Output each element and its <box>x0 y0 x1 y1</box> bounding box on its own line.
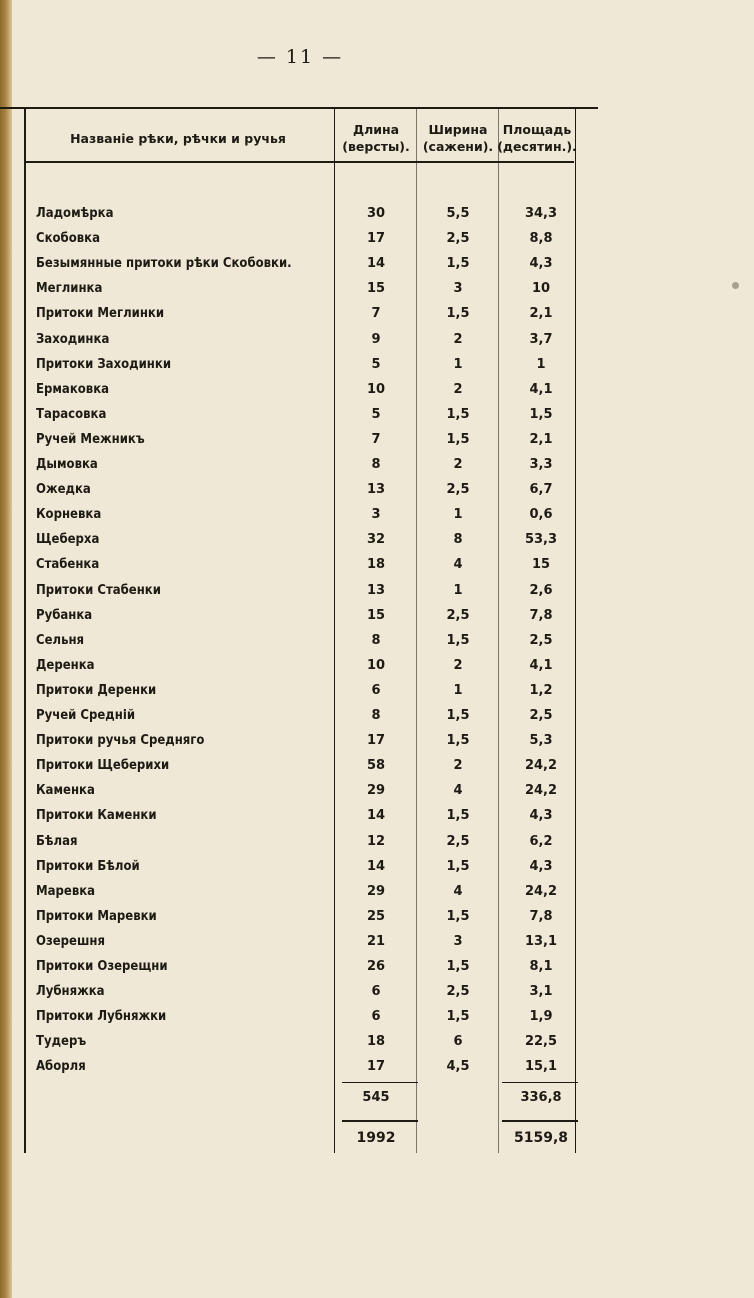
river-width: 2 <box>453 457 463 472</box>
table-row <box>24 831 580 856</box>
river-name: Ладомѣрка <box>36 206 114 221</box>
river-name: Притоки Меглинки <box>36 306 165 322</box>
river-name: Бѣлая <box>36 833 78 849</box>
river-name: Ермаковка <box>36 381 110 397</box>
table-row <box>24 956 580 981</box>
river-length: 13 <box>366 582 386 598</box>
river-name: Маревка <box>36 883 96 899</box>
table-row <box>24 1031 580 1056</box>
river-length: 6 <box>371 1009 381 1025</box>
river-name: Меглинка <box>36 281 103 297</box>
river-area: 6,7 <box>529 482 553 498</box>
river-length: 14 <box>366 256 386 272</box>
river-area: 7,8 <box>529 908 553 924</box>
river-name: Деренка <box>36 657 95 673</box>
river-area: 24,2 <box>524 758 558 774</box>
river-length: 6 <box>371 682 381 698</box>
river-name: Притоки Маревки <box>36 908 157 924</box>
table-row <box>24 404 580 429</box>
river-length: 7 <box>371 431 381 447</box>
table-row <box>24 454 580 479</box>
river-length: 21 <box>366 933 386 949</box>
river-length: 7 <box>371 306 381 322</box>
river-width: 1,5 <box>446 406 470 422</box>
river-width: 2,5 <box>446 231 470 247</box>
river-name: Притоки Заходинки <box>36 356 172 372</box>
table-row <box>24 1056 580 1081</box>
river-area: 1,5 <box>529 406 553 422</box>
table-row <box>24 529 580 554</box>
ink-blot <box>732 282 739 289</box>
river-length: 3 <box>371 507 381 523</box>
subtotal-rule-length <box>342 1082 418 1083</box>
river-name: Скобовка <box>36 231 100 247</box>
table-row <box>24 856 580 881</box>
river-name: Притоки Щеберихи <box>36 758 170 774</box>
table-row <box>24 479 580 504</box>
subtotal-length: 545 <box>362 1090 390 1105</box>
river-width: 1,5 <box>446 858 470 874</box>
table-row <box>24 780 580 805</box>
table-row <box>24 755 580 780</box>
table-row <box>24 655 580 680</box>
river-width: 6 <box>453 1034 463 1050</box>
river-area: 24,2 <box>524 883 558 899</box>
river-width: 5,5 <box>446 206 470 221</box>
river-area: 2,1 <box>529 306 553 322</box>
rivers-table <box>24 107 580 1153</box>
total-rule-length <box>342 1120 418 1122</box>
river-length: 29 <box>366 883 386 899</box>
table-row <box>24 253 580 278</box>
river-length: 14 <box>366 858 386 874</box>
river-area: 3,7 <box>529 331 553 347</box>
river-width: 1,5 <box>446 306 470 322</box>
river-length: 14 <box>366 808 386 824</box>
header-name: Названіе рѣки, рѣчки и ручья <box>70 130 286 146</box>
table-row <box>24 705 580 730</box>
river-area: 4,3 <box>529 808 553 824</box>
river-name: Тарасовка <box>36 406 107 422</box>
river-area: 53,3 <box>524 532 558 548</box>
river-length: 8 <box>371 708 381 723</box>
river-name: Сельня <box>36 632 85 648</box>
river-area: 24,2 <box>524 783 558 799</box>
river-name: Ожедка <box>36 482 91 498</box>
header-bottom-rule <box>24 161 574 163</box>
river-area: 2,5 <box>529 708 553 723</box>
river-name: Корневка <box>36 507 102 523</box>
book-spine-edge <box>0 0 12 1298</box>
header-area: Площадь (десятин.). <box>497 122 577 154</box>
river-width: 4 <box>453 783 463 799</box>
river-width: 1 <box>453 507 463 523</box>
table-row <box>24 605 580 630</box>
river-length: 15 <box>366 607 386 623</box>
river-name: Притоки ручья Средняго <box>36 733 205 749</box>
table-row <box>24 278 580 303</box>
river-area: 5,3 <box>529 733 553 749</box>
river-width: 1 <box>453 582 463 598</box>
table-row <box>24 1006 580 1031</box>
river-area: 8,8 <box>529 231 553 247</box>
table-row <box>24 329 580 354</box>
table-row <box>24 906 580 931</box>
table-row <box>24 730 580 755</box>
river-area: 15,1 <box>524 1059 558 1075</box>
river-name: Заходинка <box>36 331 110 347</box>
river-length: 5 <box>371 406 381 422</box>
river-area: 4,3 <box>529 256 553 272</box>
river-length: 18 <box>366 557 386 573</box>
river-width: 3 <box>453 281 463 297</box>
table-row <box>24 504 580 529</box>
river-name: Ручей Средній <box>36 708 136 723</box>
river-width: 2 <box>453 657 463 673</box>
table-row <box>24 881 580 906</box>
river-area: 8,1 <box>529 959 553 974</box>
river-length: 8 <box>371 457 381 472</box>
subtotal-area: 336,8 <box>520 1090 562 1105</box>
total-area: 5159,8 <box>513 1130 569 1146</box>
river-name: Дымовка <box>36 457 98 472</box>
river-area: 7,8 <box>529 607 553 623</box>
table-row <box>24 203 580 228</box>
river-length: 13 <box>366 482 386 498</box>
river-length: 15 <box>366 281 386 297</box>
river-length: 30 <box>366 206 386 221</box>
river-name: Щеберха <box>36 532 100 548</box>
river-length: 17 <box>366 1059 386 1075</box>
river-length: 26 <box>366 959 386 974</box>
river-length: 17 <box>366 733 386 749</box>
river-name: Притоки Озерещни <box>36 959 168 974</box>
river-length: 9 <box>371 331 381 347</box>
river-length: 10 <box>366 381 386 397</box>
river-length: 17 <box>366 231 386 247</box>
table-top-rule <box>0 107 598 109</box>
river-area: 10 <box>531 281 551 297</box>
river-name: Притоки Бѣлой <box>36 858 140 874</box>
river-area: 4,1 <box>529 381 553 397</box>
river-width: 2 <box>453 758 463 774</box>
river-name: Лубняжка <box>36 984 105 1000</box>
table-row <box>24 931 580 956</box>
river-area: 15 <box>531 557 551 573</box>
river-length: 29 <box>366 783 386 799</box>
river-length: 10 <box>366 657 386 673</box>
river-area: 22,5 <box>524 1034 558 1050</box>
river-area: 2,1 <box>529 431 553 447</box>
river-area: 34,3 <box>524 206 558 221</box>
river-width: 1,5 <box>446 959 470 974</box>
table-row <box>24 429 580 454</box>
river-area: 6,2 <box>529 833 553 849</box>
river-width: 2 <box>453 331 463 347</box>
river-width: 4 <box>453 557 463 573</box>
river-length: 25 <box>366 908 386 924</box>
table-row <box>24 805 580 830</box>
river-length: 12 <box>366 833 386 849</box>
river-area: 4,1 <box>529 657 553 673</box>
river-area: 3,1 <box>529 984 553 1000</box>
table-row <box>24 680 580 705</box>
table-row <box>24 303 580 328</box>
total-rule-area <box>502 1120 578 1122</box>
river-width: 1,5 <box>446 808 470 824</box>
river-width: 1 <box>453 356 463 372</box>
river-width: 2,5 <box>446 482 470 498</box>
page-number: — 11 — <box>256 46 344 68</box>
table-row <box>24 580 580 605</box>
river-width: 4 <box>453 883 463 899</box>
river-name: Озерешня <box>36 933 105 949</box>
river-name: Притоки Лубняжки <box>36 1009 167 1025</box>
river-length: 58 <box>366 758 386 774</box>
river-area: 0,6 <box>529 507 553 523</box>
river-name: Притоки Каменки <box>36 808 157 824</box>
river-width: 1,5 <box>446 733 470 749</box>
river-width: 1,5 <box>446 1009 470 1025</box>
river-length: 5 <box>371 356 381 372</box>
river-area: 2,6 <box>529 582 553 598</box>
river-width: 1,5 <box>446 256 470 272</box>
river-width: 1,5 <box>446 708 470 723</box>
river-name: Аборля <box>36 1059 86 1075</box>
table-row <box>24 379 580 404</box>
table-row <box>24 228 580 253</box>
subtotal-rule-area <box>502 1082 578 1083</box>
river-area: 3,3 <box>529 457 553 472</box>
river-width: 3 <box>453 933 463 949</box>
river-length: 32 <box>366 532 386 548</box>
river-width: 2,5 <box>446 607 470 623</box>
river-width: 2,5 <box>446 984 470 1000</box>
river-name: Тудеръ <box>36 1034 87 1050</box>
river-area: 2,5 <box>529 632 553 648</box>
table-row <box>24 554 580 579</box>
river-length: 8 <box>371 632 381 648</box>
river-area: 13,1 <box>524 933 558 949</box>
river-area: 1 <box>536 356 546 372</box>
table-row <box>24 981 580 1006</box>
river-length: 6 <box>371 984 381 1000</box>
river-name: Притоки Стабенки <box>36 582 161 598</box>
river-area: 1,2 <box>529 682 553 698</box>
table-row <box>24 354 580 379</box>
river-width: 2,5 <box>446 833 470 849</box>
header-length: Длина (версты). <box>342 122 410 154</box>
table-row <box>24 630 580 655</box>
river-width: 4,5 <box>446 1059 470 1075</box>
river-name: Каменка <box>36 783 95 799</box>
header-width: Ширина (сажени). <box>422 122 494 154</box>
river-width: 8 <box>453 532 463 548</box>
river-width: 1,5 <box>446 632 470 648</box>
river-width: 2 <box>453 381 463 397</box>
total-length: 1992 <box>356 1130 396 1146</box>
river-name: Ручей Межникъ <box>36 431 145 447</box>
river-width: 1 <box>453 682 463 698</box>
river-area: 4,3 <box>529 858 553 874</box>
river-name: Безымянные притоки рѣки Скобовки. <box>36 256 292 272</box>
river-name: Рубанка <box>36 607 93 623</box>
river-width: 1,5 <box>446 431 470 447</box>
river-width: 1,5 <box>446 908 470 924</box>
river-area: 1,9 <box>529 1009 553 1025</box>
river-name: Притоки Деренки <box>36 682 157 698</box>
river-name: Стабенка <box>36 557 100 573</box>
river-length: 18 <box>366 1034 386 1050</box>
